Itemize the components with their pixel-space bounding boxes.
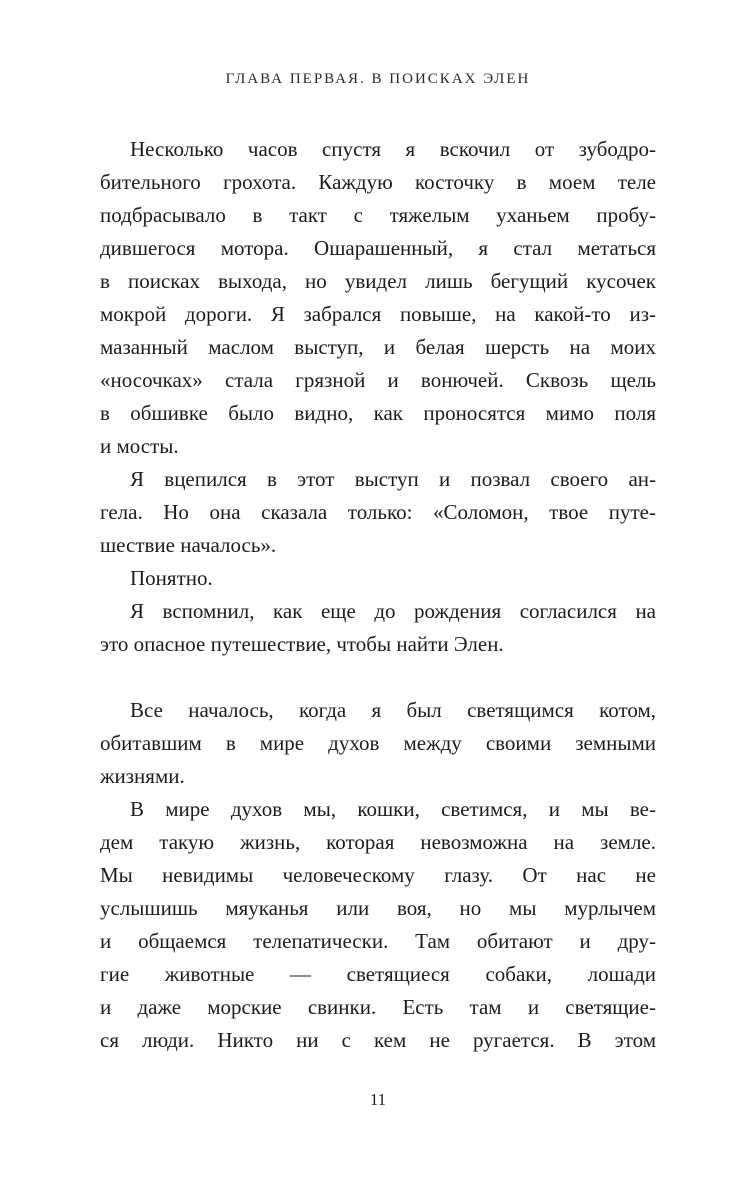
- text-line: Я вцепился в этот выступ и позвал своего ан-: [130, 467, 656, 491]
- text-line: Несколько часов спустя я вскочил от зубодро-: [130, 137, 656, 161]
- text-line: шествие началось».: [100, 533, 277, 557]
- text-line: в обшивке было видно, как проносятся мимо поля: [100, 401, 656, 425]
- text-line: это опасное путешествие, чтобы найти Элен.: [100, 632, 504, 656]
- text-line: подбрасывало в такт с тяжелым уханьем пробу-: [100, 203, 656, 227]
- paragraph: [100, 595, 656, 661]
- text-line: и даже морские свинки. Есть там и светящие-: [100, 995, 656, 1019]
- text-line: в поисках выхода, но увидел лишь бегущий кусочек: [100, 269, 656, 293]
- text-line: Понятно.: [130, 566, 213, 590]
- text-line: мокрой дороги. Я забрался повыше, на какой-то из-: [100, 302, 656, 326]
- text-line: обитавшим в мире духов между своими земными: [100, 731, 656, 755]
- text-line: Я вспомнил, как еще до рождения согласился на: [130, 599, 656, 623]
- chapter-header: ГЛАВА ПЕРВАЯ. В ПОИСКАХ ЭЛЕН: [225, 71, 531, 87]
- page-body: [100, 133, 656, 1057]
- paragraph: [100, 463, 656, 562]
- text-line: и общаемся телепатически. Там обитают и дру-: [100, 929, 656, 953]
- paragraph: [100, 562, 656, 595]
- text-line: гие животные — светящиеся собаки, лошади: [100, 962, 656, 986]
- paragraph: [100, 133, 656, 463]
- text-line: В мире духов мы, кошки, светимся, и мы ве-: [130, 797, 656, 821]
- text-line: мазанный маслом выступ, и белая шерсть на моих: [100, 335, 656, 359]
- text-line: ся люди. Никто ни с кем не ругается. В этом: [100, 1028, 656, 1052]
- paragraph: [100, 793, 656, 1057]
- text-line: и мосты.: [100, 434, 179, 458]
- text-line: гела. Но она сказала только: «Соломон, твое путе-: [100, 500, 656, 524]
- text-line: Все началось, когда я был светящимся котом,: [130, 698, 656, 722]
- text-line: жизнями.: [100, 764, 185, 788]
- page-number: 11: [369, 1090, 387, 1109]
- text-line: дем такую жизнь, которая невозможна на земле.: [100, 830, 656, 854]
- text-line: «носочках» стала грязной и вонючей. Сквозь щель: [100, 368, 656, 392]
- text-line: услышишь мяуканья или воя, но мы мурлычем: [100, 896, 656, 920]
- text-line: дившегося мотора. Ошарашенный, я стал метаться: [100, 236, 656, 260]
- text-line: бительного грохота. Каждую косточку в моем теле: [100, 170, 656, 194]
- text-line: Мы невидимы человеческому глазу. От нас не: [100, 863, 656, 887]
- paragraph: [100, 694, 656, 793]
